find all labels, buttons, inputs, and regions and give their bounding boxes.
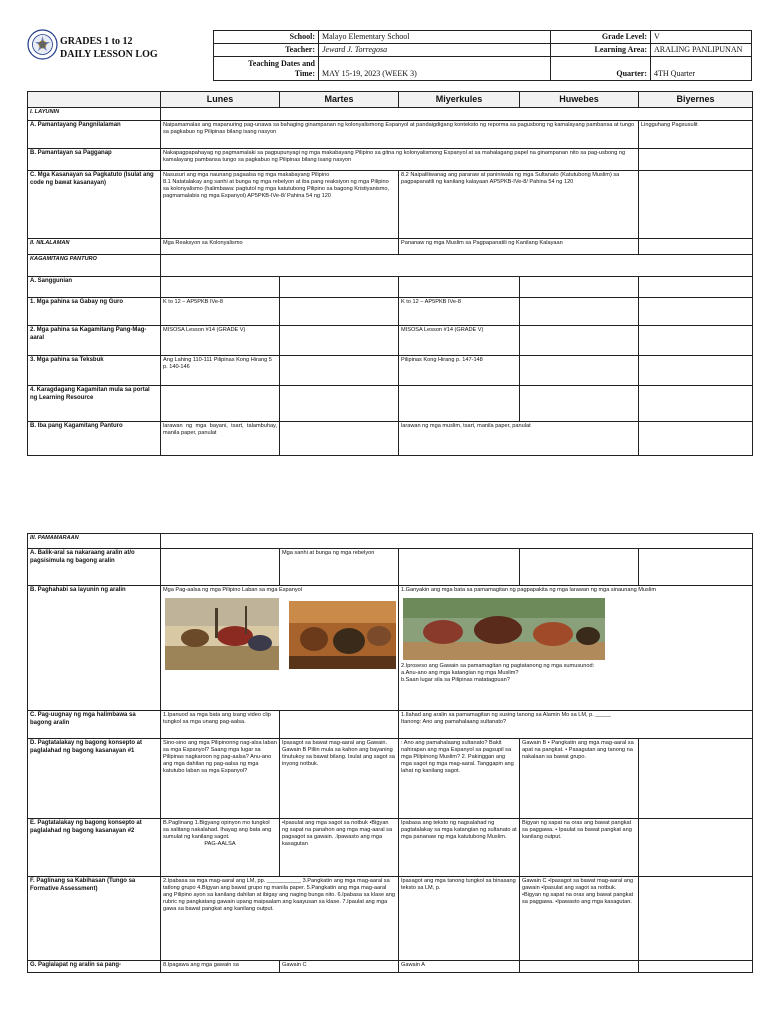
gabay-miyerkules: K to 12 – AP5PKB IVe-8	[399, 298, 520, 326]
row-label-pagtatalakay-1: D. Pagtatalakay ng bagong konsepto at paglalahad ng bagong kasanayan #1	[28, 739, 161, 819]
pagtatalakay1-huwebes: Gawain B • Pangkatin ang mga mag-aaral sa apat na pangkat. • Pasagutan ang tanong na nakalaan sa bawat grupo.	[520, 739, 639, 819]
day-header-miyerkules: Miyerkules	[399, 92, 520, 108]
teksbuk-lunes: Ang Lahing 110-111 Pilipinas Kong Hirang 5 p. 140-146	[161, 356, 280, 386]
row-label-pamantayang-pangnilalaman: A. Pamantayang Pangnilalaman	[28, 121, 161, 149]
karagdagan-miyerkules	[399, 386, 520, 422]
paghahabi-miyerkules-tanong-a: a.Anu-ano ang mga katangian ng mga Muslim?	[401, 669, 519, 676]
pagtatalakay2-biyernes	[639, 819, 753, 877]
sanggunian-c4	[520, 277, 639, 298]
gabay-lunes: K to 12 – AP5PKB IVe-8	[161, 298, 280, 326]
iba-pang-biyernes	[639, 422, 753, 456]
karagdagan-huwebes	[520, 386, 639, 422]
pag-uugnay-miyerkules	[399, 711, 753, 739]
paglalapat-miyerkules: Gawain A	[399, 961, 520, 973]
school-value: Malayo Elementary School	[319, 31, 551, 44]
gabay-biyernes	[639, 298, 753, 326]
learning-area-label: Learning Area:	[551, 44, 651, 57]
pag-uugnay-lunes: 1.Ipanuod sa mga bata ang isang video clip tungkol sa mga unang pag-aalsa.	[161, 711, 280, 739]
row-label-pag-uugnay: C. Pag-uugnay ng mga halimbawa sa bagong aralin	[28, 711, 161, 739]
grade-level-value: V	[651, 31, 752, 44]
misosa-lunes: MISOSA Lesson #14 (GRADE V)	[161, 326, 280, 356]
day-header-biyernes: Biyernes	[639, 92, 753, 108]
section-pamamaraan: III. PAMAMARAAN	[28, 534, 161, 549]
paglalapat-huwebes	[520, 961, 639, 973]
row-label-teksbuk: 3. Mga pahina sa Teksbuk	[28, 356, 161, 386]
balik-aral-martes: Mga sanhi at bunga ng mga rebelyon	[280, 549, 399, 586]
teksbuk-huwebes	[520, 356, 639, 386]
balik-aral-miyerkules	[399, 549, 520, 586]
misosa-huwebes	[520, 326, 639, 356]
paglinang-huwebes: Gawain C •Ipasagot sa bawat mag-aaral ang gawain •Ipasulat ang sagot sa notbuk. •Bigyan ng sapat na oras ang bawat pangkat sa paggawa. •Ipawasto ang mga kasagutan.	[520, 877, 639, 961]
dates-label	[214, 57, 319, 81]
row-label-karagdagang-kagamitan: 4. Karagdagang Kagamitan mula sa portal ng Learning Resource	[28, 386, 161, 422]
gabay-martes	[280, 298, 399, 326]
kasanayan-lunes-detail: 8.1 Natatalakay ang sanhi at bunga ng mga rebelyon at iba pang reaksiyon ng mga Pilipino sa kolonyalismo (halimbawa: pagtutol ng mga katutubong Pilipino sa bagong Kristiyanismo, pagmamalabis ng mga Espanyol) AP5PKB-IVe-8/ Pahina 54 ng 120	[163, 179, 390, 200]
lesson-table-part2	[27, 533, 753, 973]
misosa-miyerkules: MISOSA Lesson #14 (GRADE V)	[399, 326, 520, 356]
muslim-warriors-painting-icon	[403, 598, 605, 660]
pagtatalakay2-lunes-text: B.Paglinang 1.Bigyang opinyon mo tungkol sa salitang nakalahad. Ihayag ang bata ang sumulat ng kanilang sagot.	[163, 820, 272, 840]
deped-seal-logo	[27, 29, 58, 60]
sanggunian-c2	[280, 277, 399, 298]
balik-aral-huwebes	[520, 549, 639, 586]
paghahabi-miyerkules	[399, 586, 753, 711]
teacher-label: Teacher:	[214, 44, 319, 57]
row-label-pamantayan-sa-pagganap: B. Pamantayan sa Pagganap	[28, 149, 161, 171]
teksbuk-miyerkules: Pilipinas Kong Hirang p. 147-148	[399, 356, 520, 386]
pamamaraan-blank	[161, 534, 753, 549]
row-label-paghahabi: B. Paghahabi sa layunin ng aralin	[28, 586, 161, 711]
learning-area-value: ARALING PANLIPUNAN	[651, 44, 752, 57]
paglalapat-martes: Gawain C	[280, 961, 399, 973]
pagganap-friday	[639, 149, 753, 171]
form-title-line1: GRADES 1 to 12	[60, 36, 133, 47]
paghahabi-miyerkules-tanong-b: b.Saan lugar sila sa Pilipinas matatagpuan?	[401, 676, 510, 683]
paglinang-miyerkules: Ipasagot ang mga tanong tungkol sa binasang teksto sa LM, p.	[399, 877, 520, 961]
kasanayan-friday	[639, 171, 753, 239]
kagamitang-blank	[161, 255, 753, 277]
quarter-label: Quarter:	[551, 57, 651, 81]
form-title	[60, 36, 158, 61]
grade-level-label: Grade Level:	[551, 31, 651, 44]
revolt-painting-icon	[165, 598, 279, 670]
kasanayan-lunes	[161, 171, 399, 239]
paghahabi-miyerkules-proseso: 2.Iproseso ang Gawain sa pamamagitan ng pagtatanong ng mga sumusunod:	[401, 662, 595, 669]
form-title-line2: DAILY LESSON LOG	[60, 48, 158, 60]
teacher-value: Jeward J. Torregosa	[319, 44, 551, 57]
balik-aral-lunes	[161, 549, 280, 586]
school-label: School:	[214, 31, 319, 44]
dates-label-line2: Time:	[294, 68, 315, 78]
pagtatalakay1-lunes: Sino-sino ang mga Pilipinonng nag-alsa laban sa mga Espanyol? Saang mga lugar sa Pilipinas nagkaroon ng pag-aalsa? Anu-ano ang mga dahilan ng pag-aalsa ng mga katutubo laban sa mga Espanyol?	[161, 739, 280, 819]
kasanayan-miyerkules: 8.2 Naipaliliwanag ang pararaw at paniniwala ng mga Sultanato (Katutubong Muslim) sa pagpapanatili ng kanilang kalayaan AP5PKB-IVe-8/ Pahina 54 ng 120	[399, 171, 639, 239]
iba-pang-martes	[280, 422, 399, 456]
paghahabi-miyerkules-intro: 1.Ganyakin ang mga bata sa pamamagitan ng pagpapakita ng mga larawan ng mga sinaunang Muslim	[401, 587, 656, 593]
dates-label-line1: Teaching Dates and	[248, 58, 315, 68]
row-label-paglinang: F. Paglinang sa Kabihasan (Tungo sa Formative Assessment)	[28, 877, 161, 961]
teksbuk-biyernes	[639, 356, 753, 386]
misosa-martes	[280, 326, 399, 356]
quarter-value: 4TH Quarter	[651, 57, 752, 81]
misosa-biyernes	[639, 326, 753, 356]
row-label-balik-aral: A. Balik-aral sa nakaraang aralin at/o pagsisimula ng bagong aralin	[28, 549, 161, 586]
pamantayang-pangnilalaman-text: Naipamamalas ang mapanuring pag-unawa sa bahaging ginampanan ng kolonyalismong Espanyol at pandaigdigang konteksto ng reporma sa pagusbong ng kamalayang pambansa at tungo sa pagkabuo ng Pilipinas bilang isang nasyon	[161, 121, 639, 149]
pamantayan-sa-pagganap-text: Nakapagpapahayag ng pagmamalaki sa pagpupunyagi ng mga makabayang Pilipino sa gitna ng kolonyalismong Espanyol at sa mahalagang papel na ginampanan nito sa pag-usbong ng kamalayang pambansa tungo sa pagkabuo ng Pilipinas bilang isang nasyon	[161, 149, 639, 171]
pagtatalakay2-martes: •Ipasulat ang mga sagot sa notbuk •Bigyan ng sapat na panahon ang mga mag-aaral sa pagsagot sa gawain. .Ipawasto ang mga kasagutan	[280, 819, 399, 877]
paglalapat-lunes: 8.Ipagawa ang mga gawain sa	[161, 961, 280, 973]
pagtatalakay1-martes: Ipasagot sa bawat mag-aaral ang Gawain. Gawain B Piliin mula sa kahon ang bayaning tinutukoy sa bawat bilang. Isulat ang sagot sa inyong notbuk.	[280, 739, 399, 819]
pagtatalakay1-miyerkules: : Ano ang pamahalaang sultanato? Bakit nahirapan ang mga Espanyol sa pagsupil sa mga Pilipinong Muslim? 2. Pakinggan ang mga sagot ng mga mag-aaral. Tanggapin ang lahat ng kanilang sagot.	[399, 739, 520, 819]
section-kagamitang-panturo: KAGAMITANG PANTURO	[28, 255, 161, 277]
kasanayan-lunes-intro: Nasusuri ang mga naunang pagaalsa ng mga makabayang Pilipino	[163, 172, 330, 179]
pag-uugnay-martes	[280, 711, 399, 739]
day-header-martes: Martes	[280, 92, 399, 108]
sanggunian-c5	[639, 277, 753, 298]
paghahabi-lunes	[161, 586, 399, 711]
section-nilalaman: II. NILALAMAN	[28, 239, 161, 255]
iba-pang-lunes: larawan ng mga bayani, tsart, talambuhay, manila paper, panulat	[161, 422, 280, 456]
row-label-kasanayan: C. Mga Kasanayan sa Pagkatuto (Isulat ang code ng bawat kasanayan)	[28, 171, 161, 239]
sanggunian-c1	[161, 277, 280, 298]
gabay-huwebes	[520, 298, 639, 326]
pagtatalakay1-biyernes	[639, 739, 753, 819]
dates-value: MAY 15-19, 2023 (WEEK 3)	[319, 57, 551, 81]
teksbuk-martes	[280, 356, 399, 386]
pagtatalakay2-huwebes: Bigyan ng sapat na oras ang bawat pangkat sa paggawa. • Ipaulat sa bawat pangkat ang kanilang output.	[520, 819, 639, 877]
paglinang-biyernes	[639, 877, 753, 961]
nilalaman-friday	[639, 239, 753, 255]
sanggunian-c3	[399, 277, 520, 298]
paglinang-lunes: 2.Ipabasa sa mga mag-aaral ang LM, pp. ___________ 3.Pangkatin ang mga mag-aaral sa tatlong grupo 4.Bigyan ang bawat grupo ng manila paper. 5.Pangkatin ang mga mag-aaral ang Pilipino ayon sa kanilang dahilan at ibigay ang naging bunga nito. 6.Ipabasa sa klase ang rubric ng pangkatang gawain upang maipaalam ang kaayusan sa klase. 7.Ipaulat ang mga gawa sa bawat pangkat ang kanilang output.	[161, 877, 399, 961]
row-label-sanggunian: A. Sanggunian	[28, 277, 161, 298]
paglalapat-biyernes	[639, 961, 753, 973]
karagdagan-martes	[280, 386, 399, 422]
row-label-iba-pang-kagamitan: B. Iba pang Kagamitang Panturo	[28, 422, 161, 456]
lingguhang-pagsusulit: Lingguhang Pagsusulit	[639, 121, 753, 149]
battle-painting-icon	[289, 601, 396, 669]
paghahabi-lunes-title: Mga Pag-aalsa ng mga Pilipino Laban sa mga Espanyol	[163, 587, 302, 593]
nilalaman-lunes: Mga Reaksyon sa Kolonyalismo	[161, 239, 399, 255]
section-layunin: I. LAYUNIN	[28, 108, 161, 121]
row-label-pagtatalakay-2: E. Pagtatalakay ng bagong konsepto at paglalahad ng bagong kasanayan #2	[28, 819, 161, 877]
iba-pang-miyerkules: larawan ng mga muslim, tsart, manila paper, panulat	[399, 422, 639, 456]
pag-uugnay-miyerkules-ilahad: 1.Ilahad ang aralin sa pamamagitan ng susing tanong sa Alamin Mo sa LM, p. _____	[401, 712, 611, 718]
row-label-gabay-ng-guro: 1. Mga pahina sa Gabay ng Guro	[28, 298, 161, 326]
pag-uugnay-miyerkules-itanong: Itanong: Ano ang pamahalaang sultanato?	[401, 718, 507, 725]
header-info-table	[213, 30, 752, 81]
karagdagan-lunes	[161, 386, 280, 422]
pagtatalakay2-miyerkules: Ipabasa ang teksto ng nagsalahad ng pagtatalakay sa mga katangian ng sultanato at mga pananaw ng mga katutubong Muslim.	[399, 819, 520, 877]
layunin-blank	[161, 108, 753, 121]
lesson-table-part1	[27, 91, 753, 456]
row-label-paglalapat: G. Paglalapat ng aralin sa pang-	[28, 961, 161, 973]
pag-aalsa-word: PAG-AALSA	[204, 840, 236, 847]
day-header-blank	[28, 92, 161, 108]
row-label-kagamitang-pang-mag-aaral: 2. Mga pahina sa Kagamitang Pang-Mag-aaral	[28, 326, 161, 356]
nilalaman-miyerkules: Pananaw ng mga Muslim sa Pagpapanatili ng Kanilang Kalayaan	[399, 239, 639, 255]
pagtatalakay2-lunes	[161, 819, 280, 877]
karagdagan-biyernes	[639, 386, 753, 422]
paghahabi-images	[163, 596, 396, 671]
day-header-lunes: Lunes	[161, 92, 280, 108]
day-header-huwebes: Huwebes	[520, 92, 639, 108]
balik-aral-biyernes	[639, 549, 753, 586]
